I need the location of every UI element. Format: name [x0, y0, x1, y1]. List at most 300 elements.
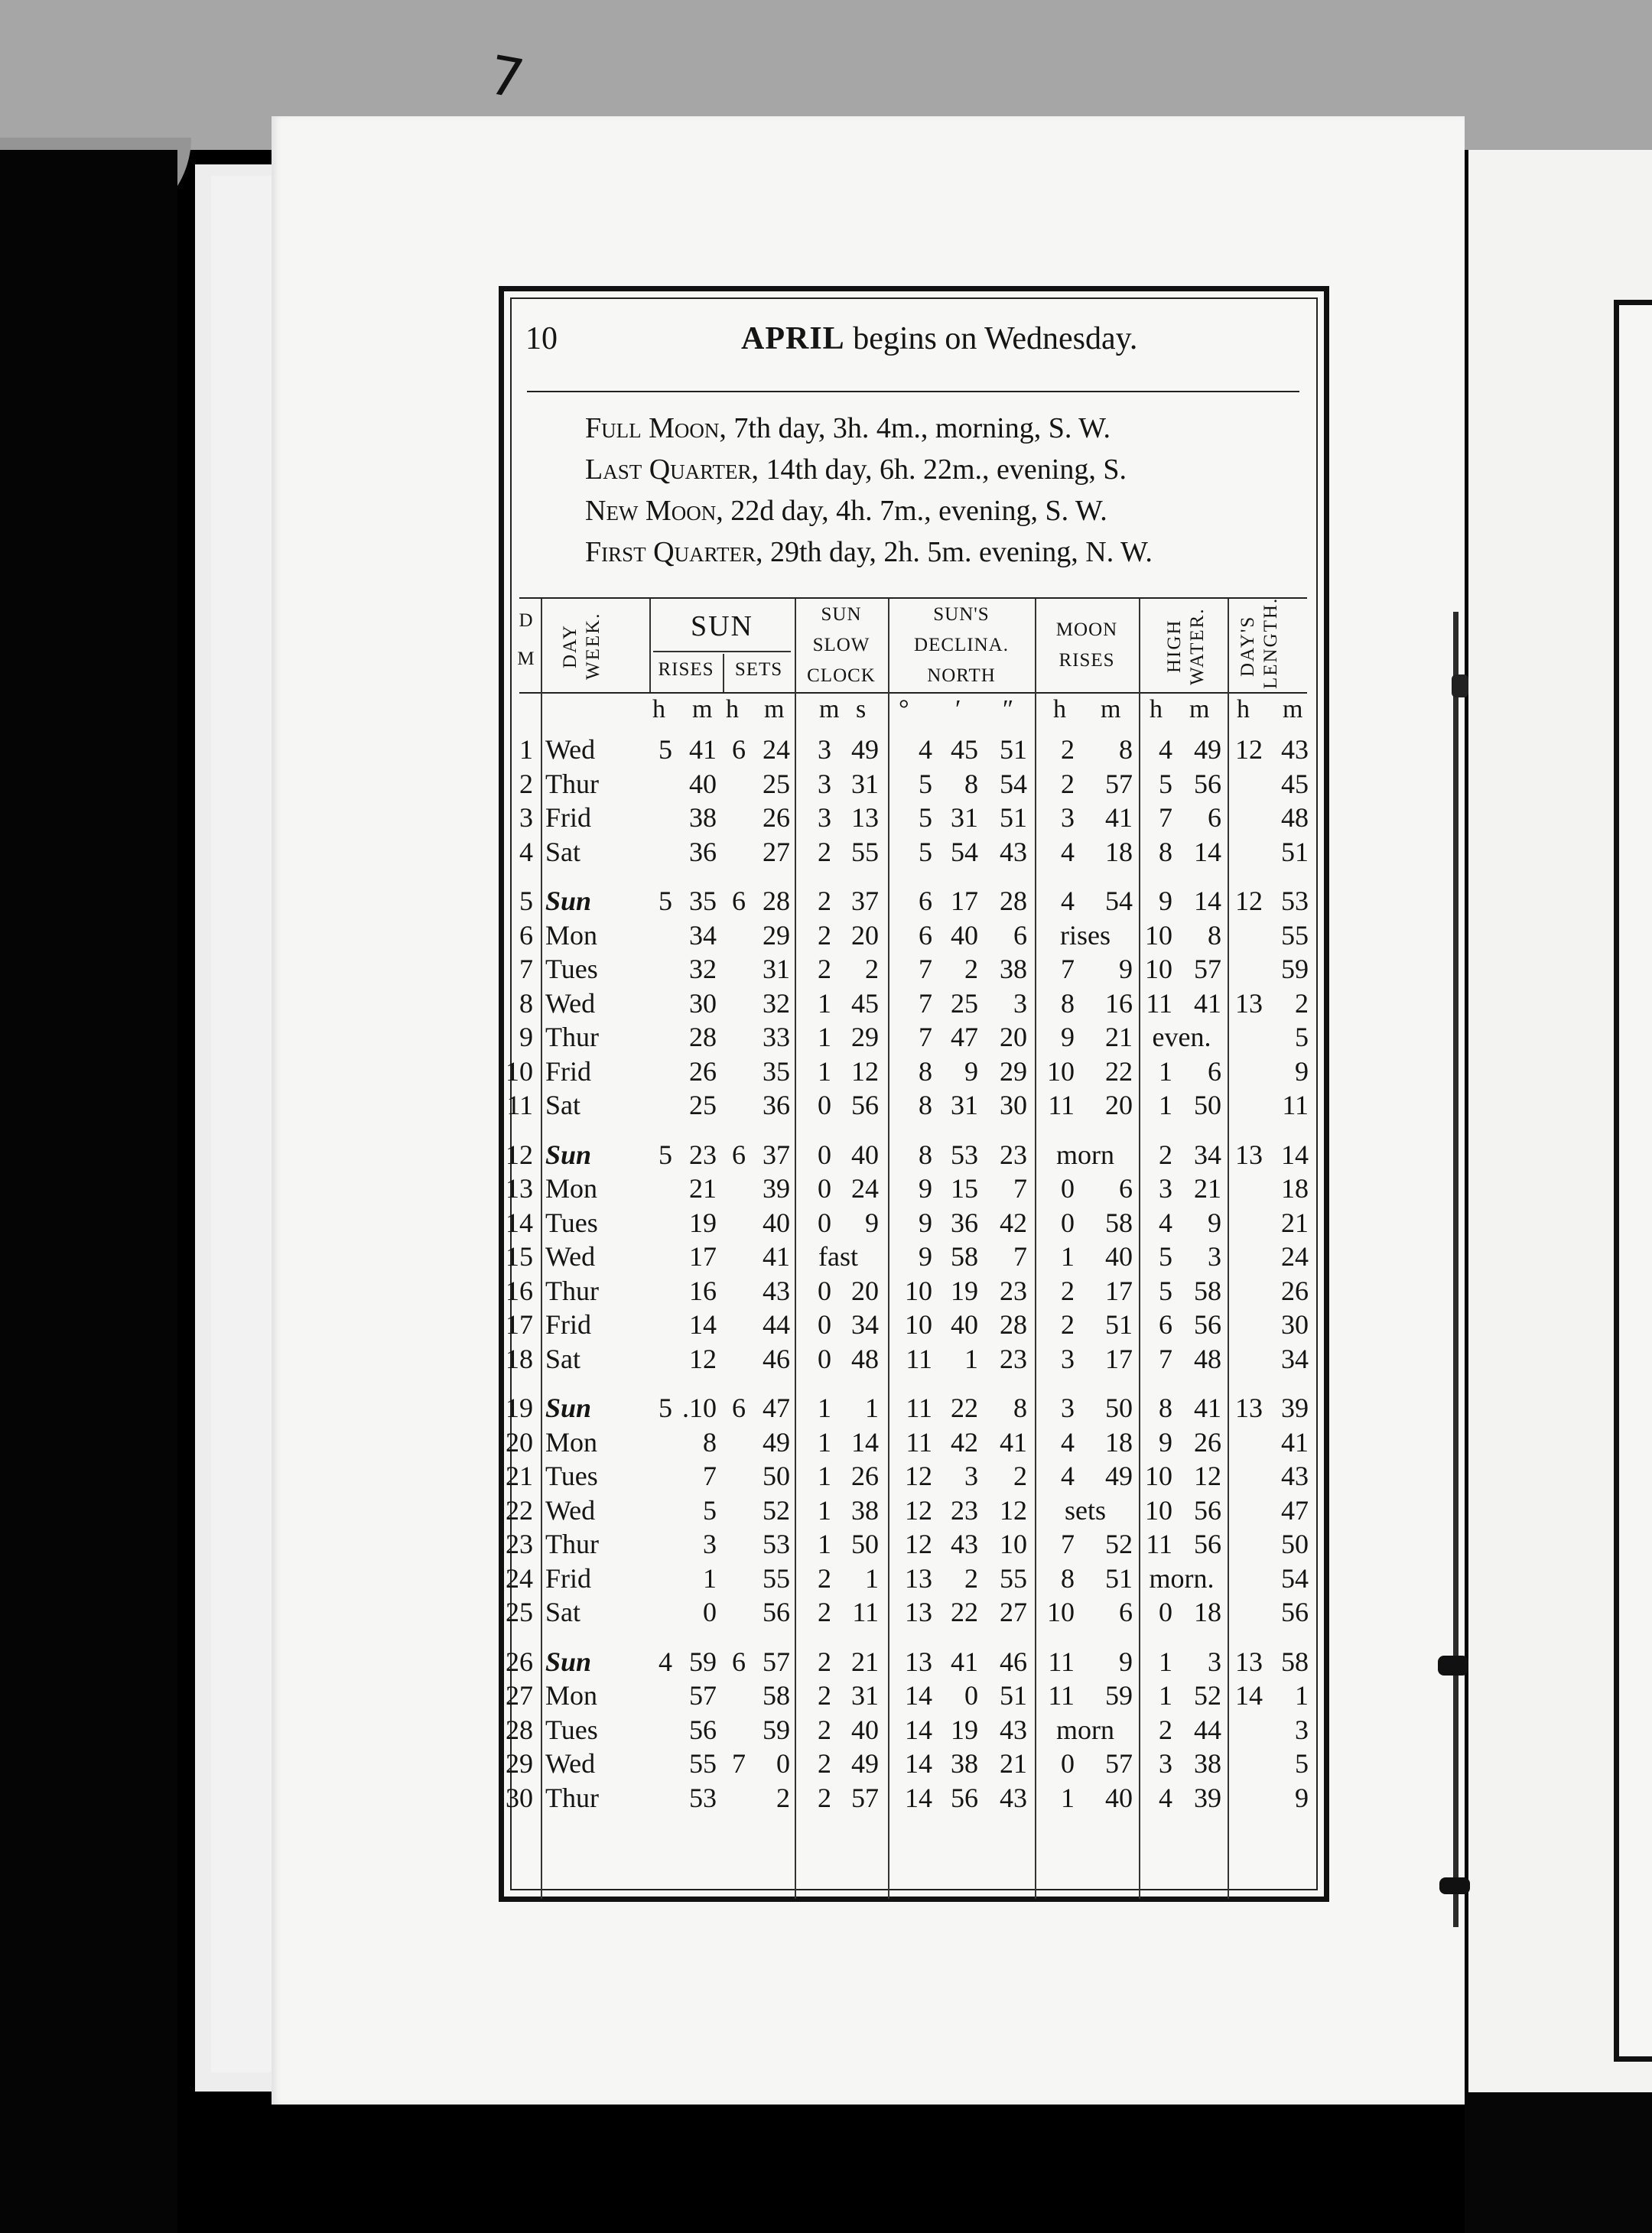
high-water-hour: 4	[1159, 1207, 1172, 1238]
declination-minutes: 2	[964, 954, 978, 984]
declination-degrees: 11	[906, 1426, 932, 1458]
declination-minutes: 1	[964, 1343, 978, 1374]
col-header-day-week: DAY WEEK.	[560, 612, 603, 681]
declination-seconds: 43	[1000, 1782, 1027, 1813]
sunset-minute: 59	[763, 1714, 790, 1745]
day-of-month: 6	[519, 919, 533, 951]
sunrise-minute: 3	[703, 1529, 717, 1559]
table-row	[504, 885, 1322, 918]
sunset-minute: 58	[763, 1680, 790, 1711]
table-row	[504, 1207, 1322, 1240]
moon-minute: 40	[1105, 1782, 1133, 1813]
day-length-minutes: 26	[1281, 1275, 1309, 1306]
day-of-month: 22	[506, 1494, 533, 1526]
declination-degrees: 12	[905, 1494, 932, 1526]
day-of-month: 7	[519, 954, 533, 984]
declination-minutes: 22	[951, 1597, 978, 1627]
sunrise-minute: 56	[689, 1714, 717, 1745]
day-length-minutes: 30	[1281, 1309, 1309, 1340]
sunset-minute: 29	[763, 919, 790, 951]
moon-minute: 51	[1105, 1562, 1133, 1594]
day-length-minutes: 11	[1282, 1090, 1309, 1120]
high-water-hour: 5	[1159, 768, 1172, 799]
sunset-minute: 32	[763, 987, 790, 1019]
high-water-hour: 3	[1159, 1173, 1172, 1204]
declination-degrees: 11	[906, 1393, 932, 1423]
table-row	[504, 1679, 1322, 1713]
moon-hour: 4	[1061, 836, 1075, 867]
declination-degrees: 7	[919, 1022, 932, 1052]
sunrise-minute: 30	[689, 987, 717, 1019]
declination-degrees: 13	[905, 1562, 932, 1594]
day-of-month: 20	[506, 1426, 533, 1458]
declination-minutes: 40	[951, 1309, 978, 1340]
sunset-minute: 44	[763, 1309, 790, 1340]
day-length-hours: 12	[1235, 886, 1263, 916]
declination-minutes: 43	[951, 1529, 978, 1559]
clock-seconds: 21	[851, 1646, 879, 1677]
high-water-minute: 56	[1194, 768, 1221, 799]
day-length-hours: 13	[1235, 987, 1263, 1019]
declination-degrees: 13	[905, 1646, 932, 1677]
phase-time: 7th day, 3h. 4m., morning, S. W.	[733, 412, 1111, 444]
declination-degrees: 7	[919, 954, 932, 984]
day-length-minutes: 9	[1295, 1055, 1309, 1087]
scan-left-margin	[0, 150, 177, 2233]
clock-seconds: 56	[851, 1090, 879, 1120]
clock-minutes: 1	[818, 1461, 831, 1491]
clock-seconds: 1	[865, 1393, 879, 1423]
col-header-d: D	[519, 610, 534, 631]
sun-header-rule	[653, 651, 791, 652]
day-of-month: 4	[519, 836, 533, 867]
weekday: Thur	[545, 1022, 599, 1052]
high-water-minute: 6	[1208, 1055, 1221, 1087]
declination-seconds: 43	[1000, 1714, 1027, 1745]
declination-minutes: 25	[951, 987, 978, 1019]
declination-seconds: 21	[1000, 1748, 1027, 1779]
day-length-minutes: 3	[1295, 1714, 1309, 1745]
moon-minute: 57	[1105, 768, 1133, 799]
weekday: Wed	[545, 1748, 596, 1779]
sunrise-hour: 4	[659, 1646, 672, 1677]
sunrise-hour: 5	[659, 1139, 672, 1170]
phase-time: 29th day, 2h. 5m. evening, N. W.	[769, 536, 1153, 568]
declination-seconds: 23	[1000, 1275, 1027, 1306]
unit-degrees: °	[899, 695, 909, 723]
high-water-hour: 4	[1159, 1782, 1172, 1813]
high-water-hour: 6	[1159, 1309, 1172, 1340]
sunset-hour: 6	[732, 1646, 746, 1677]
weekday: Tues	[545, 1207, 598, 1238]
moon-minute: 54	[1105, 886, 1133, 916]
declination-degrees: 14	[905, 1680, 932, 1711]
declination-seconds: 8	[1013, 1393, 1027, 1423]
moon-minute: 52	[1105, 1529, 1133, 1559]
sunrise-minute: 8	[703, 1426, 717, 1458]
sunset-minute: 36	[763, 1090, 790, 1120]
moon-minute: 57	[1105, 1748, 1133, 1779]
declination-degrees: 12	[905, 1461, 932, 1491]
table-row	[504, 1460, 1322, 1494]
high-water-minute: 44	[1194, 1714, 1221, 1745]
moon-hour: 0	[1061, 1207, 1075, 1238]
declination-degrees: 8	[919, 1090, 932, 1120]
clock-minutes: 0	[818, 1207, 831, 1238]
declination-minutes: 47	[951, 1022, 978, 1052]
high-water-hour: 7	[1159, 1343, 1172, 1374]
table-header-bottom-rule	[519, 692, 1307, 694]
high-water-minute: 56	[1194, 1494, 1221, 1526]
declination-seconds: 2	[1013, 1461, 1027, 1491]
sunrise-minute: 14	[689, 1309, 717, 1340]
table-row	[504, 1275, 1322, 1308]
moon-minute: 18	[1105, 836, 1133, 867]
sunrise-minute: 53	[689, 1782, 717, 1813]
table-row	[504, 1528, 1322, 1562]
declination-minutes: 58	[951, 1241, 978, 1272]
binding-knot	[1439, 1877, 1470, 1894]
pencil-mark: 7	[484, 43, 529, 112]
moon-hour: 11	[1048, 1090, 1075, 1120]
col-header-moon-2: RISES	[1059, 650, 1115, 671]
month-name: APRIL	[741, 321, 845, 356]
day-of-month: 11	[506, 1090, 533, 1120]
clock-seconds: 20	[851, 1275, 879, 1306]
phase-time: 14th day, 6h. 22m., evening, S.	[766, 453, 1127, 486]
moon-hour: 8	[1061, 1562, 1075, 1594]
moon-hour: 2	[1061, 768, 1075, 799]
declination-seconds: 51	[1000, 802, 1027, 833]
day-length-minutes: 43	[1281, 1461, 1309, 1491]
sunset-hour: 7	[732, 1748, 746, 1779]
day-of-month: 19	[506, 1393, 533, 1423]
moon-hour: 2	[1061, 1309, 1075, 1340]
moon-minute: 59	[1105, 1680, 1133, 1711]
sunset-hour: 6	[732, 1393, 746, 1423]
day-of-month: 12	[506, 1139, 533, 1170]
moon-hour: 4	[1061, 1426, 1075, 1458]
sunset-minute: 35	[763, 1055, 790, 1087]
day-length-minutes: 55	[1281, 919, 1309, 951]
sunset-hour: 6	[732, 1139, 746, 1170]
declination-seconds: 42	[1000, 1207, 1027, 1238]
day-length-minutes: 14	[1281, 1139, 1309, 1170]
declination-degrees: 5	[919, 836, 932, 867]
moon-minute: 40	[1105, 1241, 1133, 1272]
col-header-decl-1: SUN'S	[933, 604, 990, 625]
clock-minutes: 1	[818, 1426, 831, 1458]
sunset-minute: 52	[763, 1494, 790, 1526]
sunset-minute: 26	[763, 802, 790, 833]
high-water-minute: 41	[1194, 987, 1221, 1019]
declination-minutes: 41	[951, 1646, 978, 1677]
high-water-minute: 48	[1194, 1343, 1221, 1374]
high-water-minute: 9	[1208, 1207, 1221, 1238]
sunset-minute: 24	[763, 734, 790, 765]
declination-seconds: 51	[1000, 734, 1027, 765]
high-water-minute: 3	[1208, 1646, 1221, 1677]
unit-h: h	[1053, 695, 1066, 723]
clock-seconds: 49	[851, 1748, 879, 1779]
declination-seconds: 27	[1000, 1597, 1027, 1627]
high-water-hour: even.	[1152, 1022, 1211, 1052]
high-water-hour: 0	[1159, 1597, 1172, 1627]
unit-h: h	[1237, 695, 1250, 723]
weekday: Sat	[545, 1090, 581, 1120]
day-length-minutes: 21	[1281, 1207, 1309, 1238]
clock-minutes: 1	[818, 1529, 831, 1559]
clock-minutes: 2	[818, 1782, 831, 1813]
day-of-month: 28	[506, 1714, 533, 1745]
high-water-hour: 5	[1159, 1275, 1172, 1306]
sunset-hour: 6	[732, 886, 746, 916]
clock-seconds: 2	[865, 954, 879, 984]
declination-minutes: 23	[951, 1494, 978, 1526]
table-row	[504, 768, 1322, 801]
day-length-minutes: 34	[1281, 1343, 1309, 1374]
declination-seconds: 30	[1000, 1090, 1027, 1120]
table-row	[504, 1747, 1322, 1781]
unit-m: m	[692, 695, 713, 723]
clock-minutes: 1	[818, 1393, 831, 1423]
day-of-month: 5	[519, 886, 533, 916]
day-length-hours: 13	[1235, 1139, 1263, 1170]
moon-minute: 50	[1105, 1393, 1133, 1423]
declination-minutes: 31	[951, 802, 978, 833]
phase-name: Last Quarter,	[585, 453, 759, 486]
declination-minutes: 15	[951, 1173, 978, 1204]
table-row	[504, 1596, 1322, 1630]
sunrise-minute: 32	[689, 954, 717, 984]
high-water-minute: 56	[1194, 1529, 1221, 1559]
moon-minute: 6	[1119, 1173, 1133, 1204]
weekday: Tues	[545, 1461, 598, 1491]
clock-minutes: 0	[818, 1090, 831, 1120]
sunset-minute: 49	[763, 1426, 790, 1458]
clock-seconds: 55	[851, 836, 879, 867]
col-header-sun: SUN	[690, 610, 754, 642]
weekday: Frid	[545, 802, 592, 833]
high-water-minute: 50	[1194, 1090, 1221, 1120]
clock-minutes: 1	[818, 1022, 831, 1052]
sunrise-minute: 57	[689, 1680, 717, 1711]
declination-degrees: 14	[905, 1748, 932, 1779]
high-water-hour: 9	[1159, 1426, 1172, 1458]
declination-seconds: 55	[1000, 1562, 1027, 1594]
col-header-decl-2: DECLINA.	[914, 635, 1009, 655]
unit-h: h	[1150, 695, 1163, 723]
weekday: Sat	[545, 836, 581, 867]
declination-degrees: 4	[919, 734, 932, 765]
sunrise-minute: 7	[703, 1461, 717, 1491]
high-water-hour: 2	[1159, 1139, 1172, 1170]
sunset-minute: 27	[763, 836, 790, 867]
high-water-hour: 10	[1145, 1494, 1172, 1526]
weekday: Thur	[545, 1275, 599, 1306]
declination-degrees: 13	[905, 1597, 932, 1627]
declination-degrees: 6	[919, 919, 932, 951]
weekday: Sun	[545, 1393, 592, 1423]
clock-minutes: 2	[818, 919, 831, 951]
declination-seconds: 10	[1000, 1529, 1027, 1559]
weekday: Frid	[545, 1309, 592, 1340]
high-water-hour: 1	[1159, 1646, 1172, 1677]
sunrise-minute: 5	[703, 1494, 717, 1526]
day-of-month: 1	[519, 734, 533, 765]
day-of-month: 24	[506, 1562, 533, 1594]
clock-seconds: 57	[851, 1782, 879, 1813]
high-water-minute: 57	[1194, 954, 1221, 984]
sunset-minute: 46	[763, 1343, 790, 1374]
high-water-minute: 14	[1194, 836, 1221, 867]
declination-seconds: 7	[1013, 1173, 1027, 1204]
col-header-slow-3: CLOCK	[807, 665, 876, 686]
month-heading	[741, 320, 1137, 357]
clock-seconds: 50	[851, 1529, 879, 1559]
sunset-minute: 33	[763, 1022, 790, 1052]
sunset-minute: 40	[763, 1207, 790, 1238]
sunrise-minute: 28	[689, 1022, 717, 1052]
unit-m: m	[1101, 695, 1121, 723]
day-length-minutes: 54	[1281, 1562, 1309, 1594]
moon-hour: 11	[1048, 1680, 1075, 1711]
sunrise-minute: 25	[689, 1090, 717, 1120]
declination-seconds: 12	[1000, 1494, 1027, 1526]
moon-minute: 6	[1119, 1597, 1133, 1627]
sunrise-minute: 34	[689, 919, 717, 951]
declination-degrees: 8	[919, 1139, 932, 1170]
sunset-minute: 31	[763, 954, 790, 984]
day-of-month: 9	[519, 1022, 533, 1052]
high-water-hour: 10	[1145, 954, 1172, 984]
clock-seconds: 45	[851, 987, 879, 1019]
weekday: Sun	[545, 1139, 592, 1170]
table-row	[504, 1646, 1322, 1679]
unit-m: m	[819, 695, 840, 723]
clock-seconds: 12	[851, 1055, 879, 1087]
sunset-minute: 0	[776, 1748, 790, 1779]
clock-minutes: 0	[818, 1309, 831, 1340]
high-water-minute: 18	[1194, 1597, 1221, 1627]
moon-hour: morn	[1056, 1714, 1114, 1745]
day-length-minutes: 1	[1295, 1680, 1309, 1711]
moon-phases	[585, 408, 1153, 573]
moon-minute: 49	[1105, 1461, 1133, 1491]
day-length-minutes: 56	[1281, 1597, 1309, 1627]
weekday: Mon	[545, 1680, 598, 1711]
declination-minutes: 3	[964, 1461, 978, 1491]
unit-h: h	[652, 695, 665, 723]
month-heading-rest: begins on Wednesday.	[853, 321, 1138, 356]
moon-hour: sets	[1065, 1494, 1106, 1526]
clock-minutes: 3	[818, 802, 831, 833]
moon-minute: 58	[1105, 1207, 1133, 1238]
sunset-minute: 37	[763, 1139, 790, 1170]
high-water-minute: 49	[1194, 734, 1221, 765]
high-water-minute: 12	[1194, 1461, 1221, 1491]
high-water-minute: 26	[1194, 1426, 1221, 1458]
weekday: Wed	[545, 1241, 596, 1272]
sunrise-minute: 1	[703, 1562, 717, 1594]
day-of-month: 14	[506, 1207, 533, 1238]
declination-seconds: 7	[1013, 1241, 1027, 1272]
table-row	[504, 801, 1322, 835]
unit-m: m	[764, 695, 785, 723]
sunset-minute: 57	[763, 1646, 790, 1677]
high-water-hour: 11	[1146, 987, 1172, 1019]
sunset-hour: 6	[732, 734, 746, 765]
col-header-sets: SETS	[734, 659, 783, 680]
moon-hour: 1	[1061, 1241, 1075, 1272]
day-length-minutes: 53	[1281, 886, 1309, 916]
clock-minutes: 0	[818, 1343, 831, 1374]
moon-hour: 10	[1047, 1055, 1075, 1087]
clock-minutes: fast	[818, 1241, 858, 1272]
sunrise-minute: 59	[689, 1646, 717, 1677]
table-row	[504, 1021, 1322, 1055]
table-row	[504, 1426, 1322, 1460]
high-water-minute: 39	[1194, 1782, 1221, 1813]
table-row	[504, 733, 1322, 767]
weekday: Thur	[545, 768, 599, 799]
clock-seconds: 37	[851, 886, 879, 916]
phase-time: 22d day, 4h. 7m., evening, S. W.	[730, 495, 1107, 527]
day-of-month: 21	[506, 1461, 533, 1491]
declination-seconds: 46	[1000, 1646, 1027, 1677]
col-header-slow-1: SUN	[821, 604, 862, 625]
moon-hour: 3	[1061, 1343, 1075, 1374]
high-water-hour: 4	[1159, 734, 1172, 765]
sunrise-hour: 5	[659, 1393, 672, 1423]
high-water-minute: 34	[1194, 1139, 1221, 1170]
moon-minute: 17	[1105, 1275, 1133, 1306]
table-row	[504, 987, 1322, 1021]
sunset-minute: 55	[763, 1562, 790, 1594]
high-water-hour: morn.	[1149, 1562, 1215, 1594]
table-row	[504, 1055, 1322, 1089]
sunrise-minute: 19	[689, 1207, 717, 1238]
declination-minutes: 8	[964, 768, 978, 799]
declination-degrees: 9	[919, 1173, 932, 1204]
clock-seconds: 40	[851, 1714, 879, 1745]
sunrise-hour: 5	[659, 886, 672, 916]
declination-minutes: 17	[951, 886, 978, 916]
day-length-minutes: 45	[1281, 768, 1309, 799]
high-water-hour: 10	[1145, 1461, 1172, 1491]
clock-minutes: 1	[818, 1055, 831, 1087]
moon-hour: 2	[1061, 1275, 1075, 1306]
moon-minute: 41	[1105, 802, 1133, 833]
day-of-month: 17	[506, 1309, 533, 1340]
declination-minutes: 36	[951, 1207, 978, 1238]
clock-minutes: 2	[818, 1748, 831, 1779]
day-length-minutes: 5	[1295, 1022, 1309, 1052]
declination-seconds: 20	[1000, 1022, 1027, 1052]
moon-minute: 9	[1119, 954, 1133, 984]
high-water-minute: 58	[1194, 1275, 1221, 1306]
day-of-month: 2	[519, 768, 533, 799]
unit-seconds: ″	[1003, 695, 1014, 723]
clock-seconds: 1	[865, 1562, 879, 1594]
heading-rule	[527, 391, 1299, 392]
clock-seconds: 9	[865, 1207, 879, 1238]
sunrise-minute: 0	[703, 1597, 717, 1627]
day-length-hours: 14	[1235, 1680, 1263, 1711]
clock-minutes: 2	[818, 954, 831, 984]
sunset-minute: 2	[776, 1782, 790, 1813]
binding-knot	[1438, 1656, 1468, 1676]
